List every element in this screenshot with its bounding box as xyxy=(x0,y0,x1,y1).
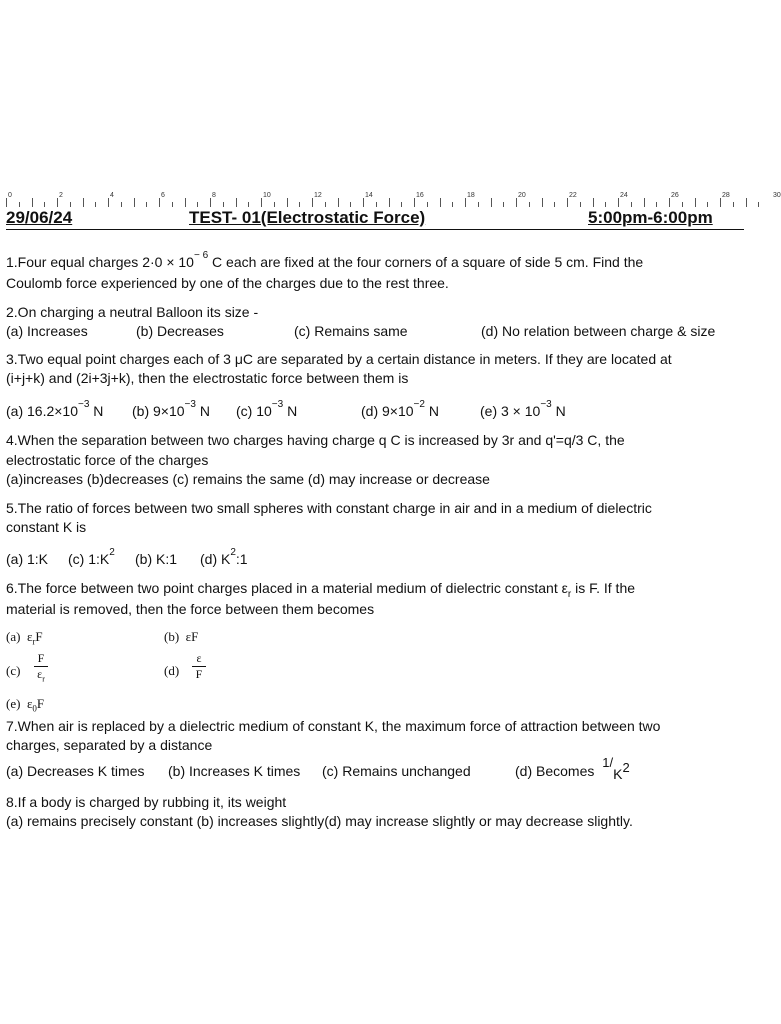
ruler-tick xyxy=(210,198,211,207)
ruler-tick xyxy=(554,202,555,207)
ruler-tick xyxy=(529,202,530,207)
q5-option-b: (b) K:1 xyxy=(135,551,178,567)
ruler-label: 0 xyxy=(8,192,12,199)
header xyxy=(6,208,744,230)
ruler-tick xyxy=(542,198,543,207)
q6-option-c-fraction: F $\varepsilon_r$ xyxy=(34,652,48,685)
q3-option-a: (a) $16.2\times 10^{-3}$ N xyxy=(6,399,104,419)
q3-option-c: (c) $10^{-3}$ N xyxy=(236,399,298,419)
q5-option-a: (a) 1:K xyxy=(6,551,49,567)
q8-line2: (a) remains precisely constant (b) increases slightly(d) may increase slightly or may decrease slightly. xyxy=(6,813,633,829)
q7-option-b: (b) Increases K times xyxy=(168,763,301,779)
ruler-tick xyxy=(465,198,466,207)
q6-option-a: (a) $\varepsilon_rF$ xyxy=(6,629,43,647)
ruler-tick xyxy=(618,198,619,207)
ruler-tick xyxy=(83,198,84,207)
q5-options xyxy=(6,547,306,568)
q6-option-d-fraction: ε F xyxy=(192,652,206,681)
ruler-tick xyxy=(134,198,135,207)
ruler-tick xyxy=(325,202,326,207)
ruler-tick xyxy=(503,202,504,207)
ruler-tick xyxy=(6,198,7,207)
header-underline xyxy=(6,229,744,230)
ruler-tick xyxy=(669,198,670,207)
q3-line1: 3.Two equal point charges each of 3 μC are separated by a certain distance in meters. If they are located at xyxy=(6,351,672,367)
q8-line1: 8.If a body is charged by rubbing it, its weight xyxy=(6,794,287,810)
ruler-tick xyxy=(720,198,721,207)
q5-option-d: (d) $K^2:1$ xyxy=(200,547,248,567)
q1-text-a: 1.Four equal charges 2·0 × 10 xyxy=(6,254,194,270)
ruler-label: 28 xyxy=(722,192,730,199)
ruler-tick xyxy=(121,202,122,207)
ruler-tick xyxy=(516,198,517,207)
ruler-tick xyxy=(401,202,402,207)
ruler-tick xyxy=(223,202,224,207)
ruler-label: 26 xyxy=(671,192,679,199)
ruler-tick xyxy=(287,198,288,207)
ruler-tick xyxy=(707,202,708,207)
ruler-tick xyxy=(172,202,173,207)
test-title: TEST- 01(Electrostatic Force) xyxy=(189,208,426,227)
q5-line1: 5.The ratio of forces between two small spheres with constant charge in air and in a medium of dielectric xyxy=(6,500,652,516)
ruler-tick xyxy=(758,202,759,207)
q3-line2: (i+j+k) and (2i+3j+k), then the electrostatic force between them is xyxy=(6,370,409,386)
q5-option-c: (c) $1:K^2$ xyxy=(68,547,115,567)
ruler-tick xyxy=(19,202,20,207)
ruler-tick xyxy=(605,202,606,207)
ruler-tick xyxy=(44,202,45,207)
q6-option-b: (b) εF xyxy=(164,629,199,644)
ruler-label: 6 xyxy=(161,192,165,199)
q2-option-d: (d) No relation between charge & size xyxy=(481,323,716,339)
ruler-tick xyxy=(746,198,747,207)
ruler-tick xyxy=(159,198,160,207)
q1-text-b: C each are fixed at the four corners of a square of side 5 cm. Find the xyxy=(208,254,644,270)
q7-line1: 7.When air is replaced by a dielectric medium of constant K, the maximum force of attraction between two xyxy=(6,718,661,734)
ruler xyxy=(0,192,781,207)
ruler-tick xyxy=(146,202,147,207)
q2-option-a: (a) Increases xyxy=(6,323,88,339)
q6-option-c-label: (c) xyxy=(6,663,21,678)
q7-option-d: (d) Becomes 1/K2 xyxy=(515,755,630,782)
ruler-tick xyxy=(440,198,441,207)
ruler-tick xyxy=(656,202,657,207)
q2-option-c: (c) Remains same xyxy=(294,323,408,339)
ruler-tick xyxy=(95,202,96,207)
ruler-tick xyxy=(299,202,300,207)
ruler-tick xyxy=(248,202,249,207)
q5-line2: constant K is xyxy=(6,519,87,535)
q6-option-d-label: (d) xyxy=(164,663,180,678)
q2-question: 2.On charging a neutral Balloon its size - xyxy=(6,304,259,320)
ruler-label: 18 xyxy=(467,192,475,199)
q3-option-e: (e) $3 \times 10^{-3}$ N xyxy=(480,399,566,419)
ruler-tick xyxy=(197,202,198,207)
ruler-tick xyxy=(631,202,632,207)
ruler-tick xyxy=(414,198,415,207)
ruler-label: 30 xyxy=(773,192,781,199)
ruler-tick xyxy=(452,202,453,207)
ruler-label: 20 xyxy=(518,192,526,199)
q2-options xyxy=(6,322,746,340)
q3-options xyxy=(6,399,746,420)
ruler-label: 8 xyxy=(212,192,216,199)
q6-line2: material is removed, then the force between them becomes xyxy=(6,601,375,617)
ruler-tick xyxy=(427,202,428,207)
q3-option-b: (b) $9\times 10^{-3}$ N xyxy=(132,399,210,419)
q3-option-d: (d) $9\times 10^{-2}$ N xyxy=(361,399,439,419)
ruler-label: 22 xyxy=(569,192,577,199)
ruler-tick xyxy=(593,198,594,207)
ruler-label: 12 xyxy=(314,192,322,199)
ruler-tick xyxy=(733,202,734,207)
ruler-label: 14 xyxy=(365,192,373,199)
ruler-tick xyxy=(185,198,186,207)
ruler-tick xyxy=(363,198,364,207)
ruler-tick xyxy=(32,198,33,207)
ruler-tick xyxy=(338,198,339,207)
q4-options: (a)increases (b)decreases (c) remains the same (d) may increase or decrease xyxy=(6,471,490,487)
ruler-tick xyxy=(682,202,683,207)
ruler-tick xyxy=(567,198,568,207)
q6-options-row1 xyxy=(6,628,306,646)
ruler-tick xyxy=(70,202,71,207)
q7-option-c: (c) Remains unchanged xyxy=(322,763,471,779)
ruler-label: 16 xyxy=(416,192,424,199)
ruler-tick xyxy=(312,198,313,207)
ruler-tick xyxy=(57,198,58,207)
ruler-label: 10 xyxy=(263,192,271,199)
ruler-label: 4 xyxy=(110,192,114,199)
q1-exponent: − 6 xyxy=(193,250,209,261)
q7-option-a: (a) Decreases K times xyxy=(6,763,145,779)
ruler-tick xyxy=(580,202,581,207)
q7-options xyxy=(6,755,746,784)
q2-option-b: (b) Decreases xyxy=(136,323,224,339)
q7-line2: charges, separated by a distance xyxy=(6,737,213,753)
q1-line2: Coulomb force experienced by one of the charges due to the rest three. xyxy=(6,275,449,291)
q4-line1: 4.When the separation between two charges having charge q C is increased by 3r and q'=q/3 C, the xyxy=(6,432,625,448)
ruler-tick xyxy=(236,198,237,207)
ruler-tick xyxy=(389,198,390,207)
ruler-tick xyxy=(376,202,377,207)
ruler-tick xyxy=(261,198,262,207)
ruler-label: 24 xyxy=(620,192,628,199)
ruler-tick xyxy=(274,202,275,207)
test-date: 29/06/24 xyxy=(6,208,73,227)
test-time: 5:00pm-6:00pm xyxy=(588,208,713,227)
ruler-label: 2 xyxy=(59,192,63,199)
q4-line2: electrostatic force of the charges xyxy=(6,452,209,468)
ruler-tick xyxy=(491,198,492,207)
ruler-tick xyxy=(350,202,351,207)
ruler-tick xyxy=(695,198,696,207)
ruler-tick xyxy=(108,198,109,207)
ruler-tick xyxy=(644,198,645,207)
ruler-tick xyxy=(478,202,479,207)
